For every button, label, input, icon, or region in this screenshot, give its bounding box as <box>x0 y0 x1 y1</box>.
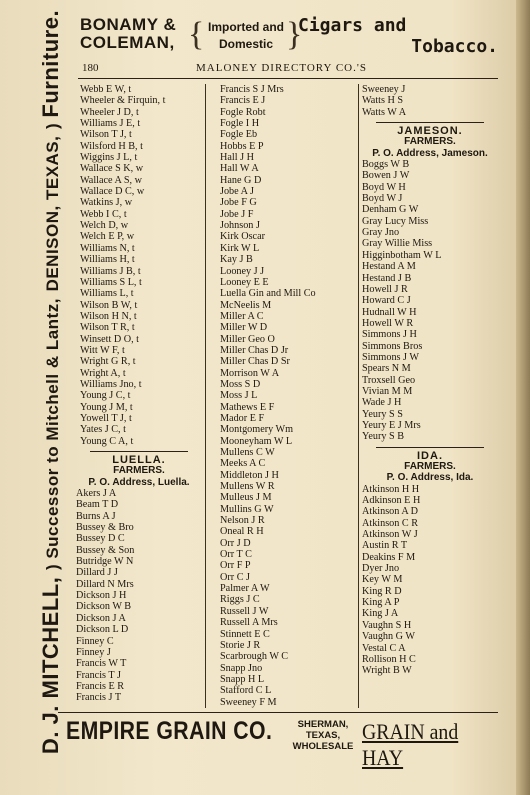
directory-entry: Dickson J H <box>76 590 127 602</box>
bottom-ad-middle-line: TEXAS, <box>305 730 341 741</box>
directory-entry: Wright A, t <box>80 367 126 379</box>
directory-entry: Francis J T <box>76 692 122 704</box>
top-ad-right-line: Cigars and <box>298 15 407 36</box>
directory-entry: Stinnett E C <box>220 628 270 640</box>
side-ad-successor: Successor to Mitchell & Lantz, <box>43 298 62 559</box>
bottom-ad-middle <box>288 719 358 752</box>
directory-entry: Dyer Jno <box>362 563 400 575</box>
directory-entry: Miller Chas D Sr <box>220 356 290 368</box>
directory-entry: King A P <box>362 597 400 609</box>
directory-entry: Miller A C <box>220 310 264 322</box>
directory-entry: Welch E P, w <box>80 231 135 243</box>
section-rule <box>376 122 484 123</box>
directory-entry: Atkinson H H <box>362 483 420 495</box>
directory-entry: Orr F P <box>220 560 251 572</box>
top-advertisement <box>78 12 498 58</box>
directory-entry: Boyd W J <box>362 193 403 205</box>
directory-entry: Williams S L, t <box>80 276 142 288</box>
directory-entry: Beam T D <box>76 499 119 511</box>
directory-entry: Orr T C <box>220 549 252 561</box>
directory-entry: Simmons J H <box>362 329 417 341</box>
directory-entry: Bussey & Bro <box>76 522 134 534</box>
directory-entry: Kay J B <box>220 254 253 266</box>
directory-entry: Gray Willie Miss <box>362 238 433 250</box>
directory-entry: Luella Gin and Mill Co <box>220 288 316 300</box>
directory-entry: Hestand J B <box>362 272 412 284</box>
directory-entry: Watts H S <box>362 95 404 107</box>
directory-entry: Wilsford H B, t <box>80 140 143 152</box>
directory-entry: Yowell T J, t <box>80 412 132 424</box>
section-subheading: FARMERS. <box>113 465 165 477</box>
top-ad-left <box>80 16 176 52</box>
directory-entry: Deakins F M <box>362 551 416 563</box>
directory-entry: Vaughn G W <box>362 631 416 643</box>
bottom-ad-left: EMPIRE GRAIN CO. <box>66 717 273 745</box>
top-ad-right-line: Tobacco. <box>411 36 498 57</box>
directory-entry: McNeelis M <box>220 299 272 311</box>
directory-entry: Higginbotham W L <box>362 249 442 261</box>
bottom-ad-middle-line: SHERMAN, <box>297 719 349 730</box>
directory-entry: Meeks A C <box>220 458 266 470</box>
directory-entry: Mullens W R <box>220 481 275 493</box>
directory-entry: Bussey & Son <box>76 544 135 556</box>
directory-entry: Webb I C, t <box>80 208 127 220</box>
directory-entry: Russell J W <box>220 605 269 617</box>
directory-entry: Francis T J <box>76 669 121 681</box>
directory-entry: Yeury E J Mrs <box>362 419 421 431</box>
directory-entry: Orr C J <box>220 571 250 583</box>
directory-entry: Francis E R <box>76 680 125 692</box>
page-header <box>78 60 498 79</box>
directory-entry: Snapp H L <box>220 673 265 685</box>
directory-entry: Wright B W <box>362 665 412 677</box>
directory-entry: Mulleus J M <box>220 492 272 504</box>
section-subheading: FARMERS. <box>404 461 456 472</box>
directory-entry: Dickson W B <box>76 601 132 613</box>
directory-entry: Francis E J <box>220 95 266 107</box>
top-ad-middle-line: Domestic <box>218 37 274 51</box>
directory-entry: Winsett D O, t <box>80 333 140 345</box>
directory-entry: Stafford C L <box>220 685 272 697</box>
directory-entry: Sweeney J <box>362 84 406 95</box>
page-title: MALONEY DIRECTORY CO.'S <box>196 62 367 74</box>
directory-entry: Looney J J <box>220 265 265 277</box>
directory-entry: Orr J D <box>220 537 251 549</box>
directory-entry: Mooneyham W L <box>220 435 293 447</box>
directory-entry: King R D <box>362 585 402 597</box>
directory-entry: Yates J C, t <box>80 424 126 436</box>
directory-entry: Vestal C A <box>362 642 406 654</box>
top-ad-right <box>298 15 498 57</box>
directory-entry: Mullins G W <box>220 503 274 515</box>
directory-entry: Jobe A J <box>220 186 254 198</box>
directory-entry: Witt W F, t <box>80 344 125 356</box>
directory-entry: Watkins J, w <box>80 197 133 209</box>
directory-entry: Hestand A M <box>362 261 416 273</box>
brace-glyph: } <box>286 16 303 53</box>
section-address: P. O. Address, Ida. <box>386 472 474 484</box>
directory-entry: Akers J A <box>76 488 117 500</box>
directory-entry: Williams N, t <box>80 242 135 254</box>
directory-entry: Wiggins J L, t <box>80 152 138 164</box>
page-edge <box>516 0 530 795</box>
directory-entry: Yeury S B <box>362 431 404 443</box>
directory-entry: Montgomery Wm <box>220 424 294 436</box>
directory-entry: Adkinson E H <box>362 495 421 507</box>
bottom-ad-right: GRAIN and HAY <box>362 719 459 770</box>
directory-entry: Simmons Bros <box>362 340 423 352</box>
directory-column-3 <box>362 84 498 677</box>
directory-entry: Kirk Oscar <box>220 231 265 243</box>
directory-entry: Burns A J <box>76 510 116 522</box>
directory-entry: Miller W D <box>220 322 268 334</box>
directory-entry: Francis S J Mrs <box>220 84 284 95</box>
top-ad-left-line: COLEMAN, <box>80 33 175 52</box>
directory-entry: Oneal R H <box>220 526 264 538</box>
directory-entry: King J A <box>362 608 399 620</box>
directory-entry: Johnson J <box>220 220 260 232</box>
directory-entry: Francis W T <box>76 658 127 670</box>
directory-entry: Sweeney F M <box>220 696 277 708</box>
directory-entry: Snapp Jno <box>220 662 263 674</box>
directory-entry: Howell W R <box>362 317 414 329</box>
directory-entry: Wilson B W, t <box>80 299 138 311</box>
directory-entry: Palmer A W <box>220 583 270 595</box>
section-heading: IDA. <box>417 449 443 462</box>
directory-entry: Morrison W A <box>220 367 280 379</box>
directory-entry: Middleton J H <box>220 469 279 481</box>
directory-entry: Howard C J <box>362 295 411 307</box>
directory-entry: Jobe F G <box>220 197 257 209</box>
directory-entry: Miller Geo O <box>220 333 275 345</box>
directory-entry: Hobbs E P <box>220 140 264 152</box>
directory-entry: Simmons J W <box>362 351 419 363</box>
directory-entry: Gray Lucy Miss <box>362 215 429 227</box>
side-ad-name: D. J. MITCHELL, <box>38 576 63 755</box>
directory-entry: Fogle Robt <box>220 106 266 118</box>
directory-entry: Atkinson C R <box>362 517 419 529</box>
directory-entry: Watts W A <box>362 106 407 118</box>
directory-entry: Key W M <box>362 574 403 586</box>
section-heading: JAMESON. <box>397 125 463 138</box>
top-ad-middle <box>200 19 292 53</box>
directory-entry: Hall W A <box>220 163 259 175</box>
directory-entry: Wilson H N, t <box>80 310 137 322</box>
section-address: P. O. Address, Jameson. <box>372 147 488 159</box>
directory-entry: Fogle Eb <box>220 129 258 141</box>
column-divider <box>205 84 206 708</box>
directory-entry: Hane G D <box>220 174 262 186</box>
directory-entry: Denham G W <box>362 204 419 216</box>
directory-entry: Troxsell Geo <box>362 374 416 386</box>
directory-entry: Mathews E F <box>220 401 275 413</box>
directory-entry: Vivian M M <box>362 385 413 397</box>
directory-entry: Dillard J J <box>76 567 118 579</box>
directory-entry: Howell J R <box>362 283 408 295</box>
directory-entry: Young J M, t <box>80 401 133 413</box>
directory-entry: Mador E F <box>220 412 265 424</box>
side-ad-city: DENISON, TEXAS, <box>43 135 62 292</box>
directory-entry: Jobe J F <box>220 208 254 220</box>
directory-entry: Storie J R <box>220 639 261 651</box>
section-heading: LUELLA. <box>112 454 166 466</box>
directory-entry: Williams L, t <box>80 288 134 300</box>
directory-entry: Wheeler & Firquin, t <box>80 95 166 107</box>
directory-entry: Wade J H <box>362 397 402 409</box>
directory-entry: Yeury S S <box>362 408 403 420</box>
page-number: 180 <box>82 62 99 74</box>
directory-entry: Atkinson A D <box>362 506 419 518</box>
directory-entry: Moss S D <box>220 378 261 390</box>
directory-entry: Finney J <box>76 646 111 658</box>
directory-entry: Wallace A S, w <box>80 174 142 186</box>
directory-entry: Fogle I H <box>220 118 260 130</box>
section-rule <box>90 451 188 452</box>
directory-entry: Looney E E <box>220 276 269 288</box>
directory-entry: Austin R T <box>362 540 408 552</box>
directory-entry: Boggs W B <box>362 159 410 171</box>
directory-entry: Williams H, t <box>80 254 135 266</box>
directory-entry: Wheeler J D, t <box>80 106 139 118</box>
directory-entry: Williams J B, t <box>80 265 141 277</box>
directory-entry: Wilson T J, t <box>80 129 132 141</box>
section-rule <box>376 447 484 448</box>
directory-entry: Rollison H C <box>362 653 416 665</box>
side-ad-product: Furniture. <box>38 9 63 118</box>
directory-entry: Bussey D C <box>76 533 125 545</box>
directory-entry: Wilson T R, t <box>80 322 135 334</box>
directory-entry: Boyd W H <box>362 181 406 193</box>
directory-entry: Dillard N Mrs <box>76 578 134 590</box>
directory-entry: Dickson J A <box>76 612 126 624</box>
directory-entry: Russell A Mrs <box>220 617 278 629</box>
directory-entry: Kirk W L <box>220 242 260 254</box>
directory-entry: Williams Jno, t <box>80 378 142 390</box>
bottom-ad-middle-line: WHOLESALE <box>292 741 354 752</box>
directory-column-1 <box>76 84 202 704</box>
directory-entry: Wallace S K, w <box>80 163 144 175</box>
directory-entry: Spears N M <box>362 363 411 375</box>
directory-entry: Scarbrough W C <box>220 651 289 663</box>
directory-entry: Mullens C W <box>220 447 275 458</box>
section-address: P. O. Address, Luella. <box>88 476 190 488</box>
directory-entry: Atkinson W J <box>362 529 418 541</box>
side-ad-text: D. J. MITCHELL, ) Successor to Mitchell & Lantz, DENISON, TEXAS, ) Furniture. <box>38 9 63 755</box>
directory-entry: Butridge W N <box>76 556 134 568</box>
directory-entry: Hudnall W H <box>362 306 417 318</box>
directory-entry: Nelson J R <box>220 515 265 527</box>
section-subheading: FARMERS. <box>404 136 456 148</box>
directory-entry: Finney C <box>76 635 114 647</box>
brace-glyph: { <box>188 16 205 53</box>
directory-entry: Wallace D C, w <box>80 186 145 198</box>
directory-entry: Vaughn S H <box>362 619 412 631</box>
bottom-advertisement <box>58 712 498 770</box>
directory-entry: Young C A, t <box>80 435 134 447</box>
directory-entry: Gray Jno <box>362 227 400 239</box>
directory-entry: Webb E W, t <box>80 84 132 95</box>
directory-entry: Riggs J C <box>220 594 260 606</box>
side-advertisement <box>28 9 74 755</box>
directory-entry: Miller Chas D Jr <box>220 344 289 356</box>
directory-entry: Hall J H <box>220 152 254 164</box>
directory-entry: Moss J L <box>220 390 258 402</box>
directory-entry: Wright G R, t <box>80 356 136 368</box>
directory-column-2 <box>220 84 356 708</box>
directory-entry: Young J C, t <box>80 390 131 402</box>
directory-entry: Welch D, w <box>80 220 129 232</box>
directory-entry: Bowen J W <box>362 170 410 182</box>
directory-entry: Dickson L D <box>76 624 129 636</box>
top-ad-middle-line: Imported and <box>207 20 284 34</box>
directory-entry: Williams J E, t <box>80 118 141 130</box>
column-divider <box>358 84 359 708</box>
top-ad-left-line: BONAMY & <box>80 15 177 34</box>
